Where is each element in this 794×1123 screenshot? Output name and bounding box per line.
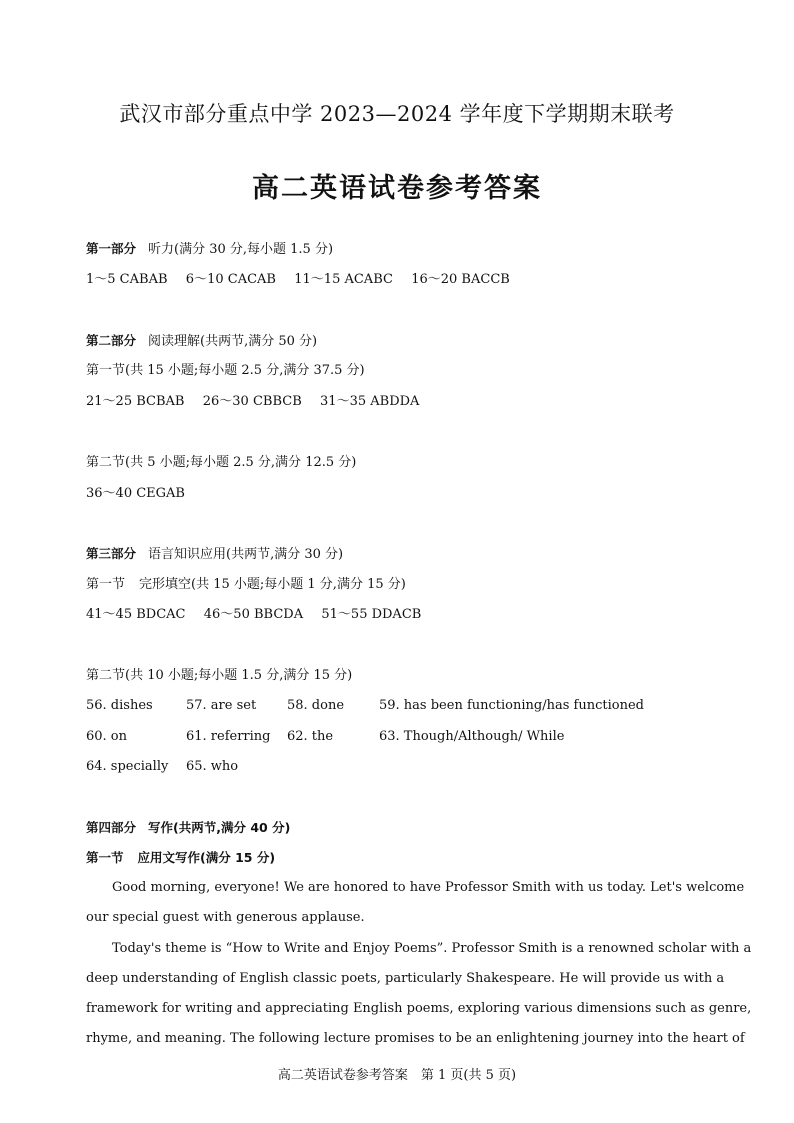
part3-section1-label: 第一节 [86,577,126,592]
answer-item: 64. specially [86,759,169,774]
part1-answers [86,271,510,289]
part2-heading [86,332,317,351]
answer-item: 59. has been functioning/has functioned [379,698,644,713]
writing-line: Good morning, everyone! We are honored to have Professor Smith with us today. Let's welcome [112,880,745,895]
part4-heading [86,819,290,838]
answer-group: 46～50 BBCDA [203,607,304,622]
part3-section1-detail: 完形填空(共 15 小题;每小题 1 分,满分 15 分) [139,577,406,592]
part2-section2-answers [86,485,185,503]
part1-label: 第一部分 [86,241,137,256]
answer-group: 51～55 DDACB [321,607,422,622]
answer-item: 58. done [287,698,345,713]
part3-section1-heading [86,576,406,594]
answer-group: 16～20 BACCB [411,272,510,287]
writing-line: our special guest with generous applause. [86,910,365,926]
answer-group: 31～35 ABDDA [320,394,420,409]
answer-item: 63. Though/Although/ While [379,729,565,744]
part2-label: 第二部分 [86,333,137,348]
page-footer: 高二英语试卷参考答案 第 1 页(共 5 页) [277,1068,517,1083]
writing-line: deep understanding of English classic poets, particularly Shakespeare. He will provide us with a [86,970,725,986]
part1-heading [86,240,333,259]
part2-detail: 阅读理解(共两节,满分 50 分) [148,334,318,349]
document-subtitle: 高二英语试卷参考答案 [252,173,542,204]
part2-section1-answers [86,393,419,411]
answer-item: 62. the [287,729,334,744]
writing-line: framework for writing and appreciating English poems, exploring various dimensions such as genre, [86,1001,752,1017]
part3-label: 第三部分 [86,546,137,561]
part2-section2-heading: 第二节(共 5 小题;每小题 2.5 分,满分 12.5 分) [86,455,357,470]
answer-group: 26～30 CBBCB [202,394,302,409]
part4-section1-detail: 应用文写作(满分 15 分) [137,850,276,865]
part4-label: 第四部分 [86,820,137,835]
part3-detail: 语言知识应用(共两节,满分 30 分) [148,547,344,562]
part3-section1-answers [86,606,421,624]
part4-section1-label: 第一节 [86,850,124,865]
writing-sample [86,873,752,1055]
answer-group: 41～45 BDCAC [86,607,186,622]
answer-item: 65. who [186,759,239,774]
part3-heading [86,545,343,564]
writing-line: rhyme, and meaning. The following lecture promises to be an enlightening journey into the heart of [86,1031,745,1047]
answer-item: 56. dishes [86,698,153,713]
part4-detail: 写作(共两节,满分 40 分) [148,820,291,835]
answer-item: 61. referring [186,729,271,744]
answer-group: 6～10 CACAB [185,272,276,287]
answer-item: 60. on [86,729,128,744]
part3-section2-heading: 第二节(共 10 小题;每小题 1.5 分,满分 15 分) [86,668,353,683]
answer-group: 36～40 CEGAB [86,486,185,501]
part1-detail: 听力(满分 30 分,每小题 1.5 分) [148,242,334,257]
part2-section1-heading: 第一节(共 15 小题;每小题 2.5 分,满分 37.5 分) [86,363,365,378]
exam-title: 武汉市部分重点中学 2023—2024 学年度下学期期末联考 [119,102,675,126]
answer-item: 57. are set [186,698,257,713]
answer-group: 21～25 BCBAB [86,394,185,409]
part4-section1-heading [86,849,275,868]
writing-line: Today's theme is “How to Write and Enjoy Poems”. Professor Smith is a renowned scholar with a [112,940,752,956]
answer-group: 1～5 CABAB [86,272,168,287]
answer-group: 11～15 ACABC [294,272,393,287]
